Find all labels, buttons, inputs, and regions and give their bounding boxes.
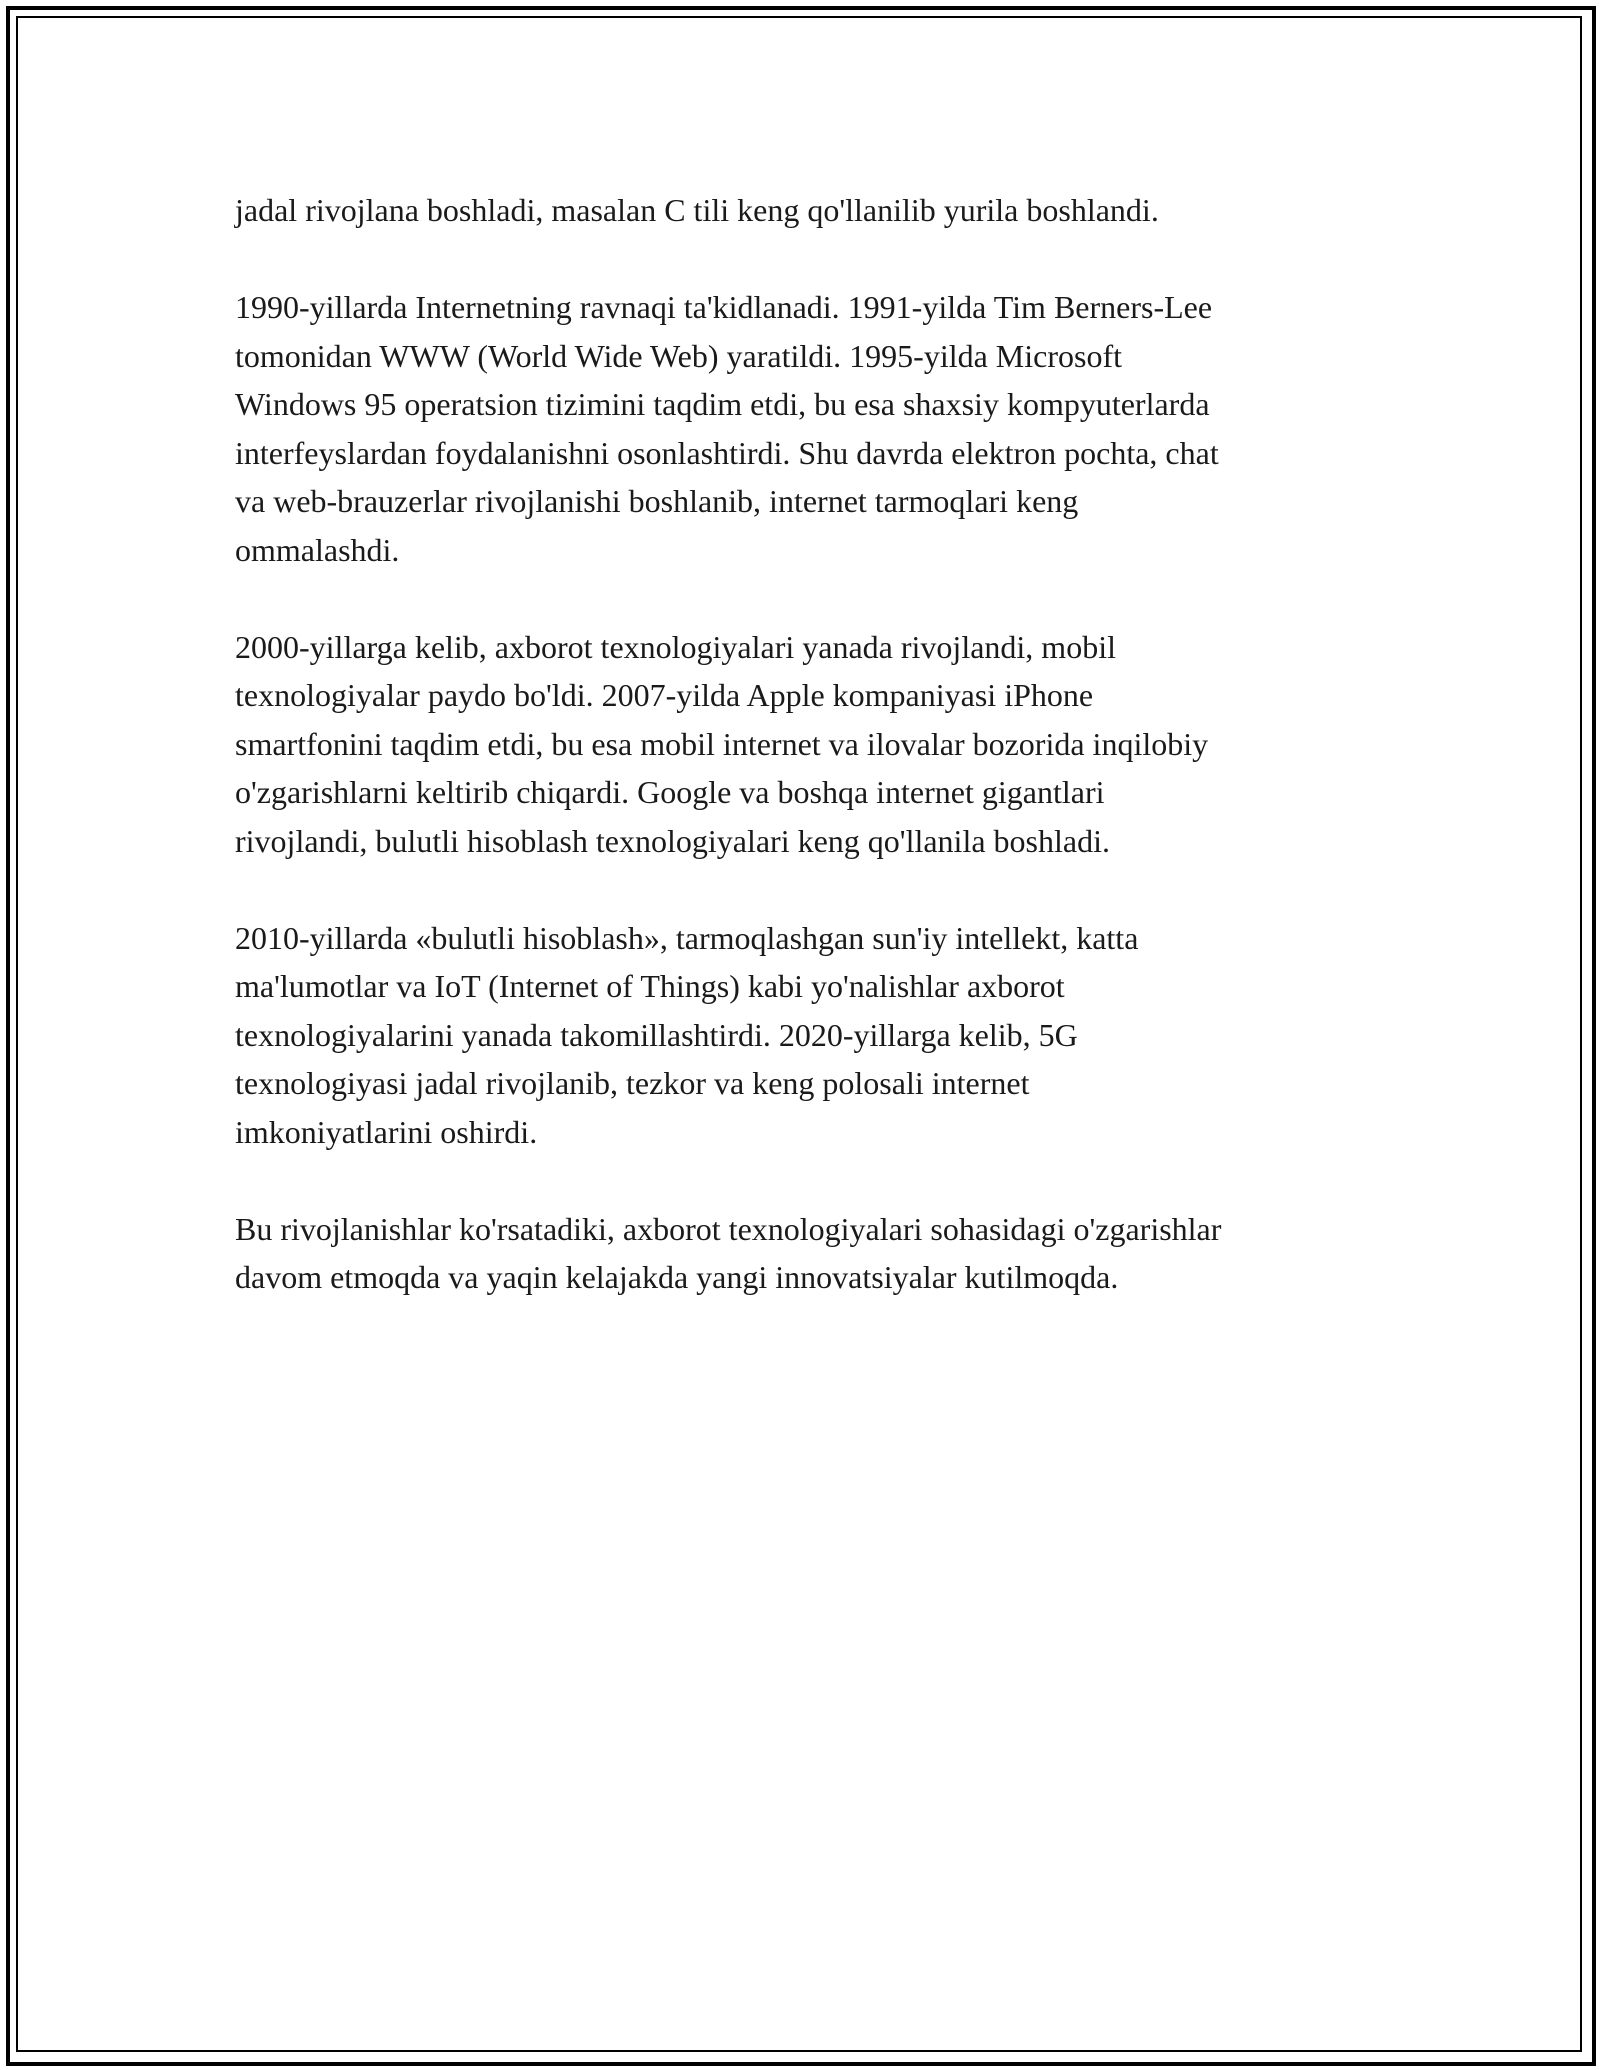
paragraph-5: Bu rivojlanishlar ko'rsatadiki, axborot texnologiyalari sohasidagi o'zgarishlar davom etmoqda va yaqin kelajakda yangi innovatsiyalar kutilmoqda.	[235, 1210, 1222, 1295]
paragraph-2: 1990-yillarda Internetning ravnaqi ta'kidlanadi. 1991-yilda Tim Berners-Lee tomonidan WWW (World Wide Web) yaratildi. 1995-yilda Microsoft Windows 95 operatsion tizimini taqdim etdi, bu esa shaxsiy kompyuterlarda interfeyslardan foydalanishni osonlashtirdi. Shu davrda elektron pochta, chat va web-brauzerlar rivojlanishi boshlanib, internet tarmoqlari keng ommalashdi.	[235, 289, 1219, 568]
document-body	[235, 186, 1385, 1350]
paragraph-3: 2000-yillarga kelib, axborot texnologiyalari yanada rivojlandi, mobil texnologiyalar paydo bo'ldi. 2007-yilda Apple kompaniyasi iPhone smartfonini taqdim etdi, bu esa mobil internet va ilovalar bozorida inqilobiy o'zgarishlarni keltirib chiqardi. Google va boshqa internet gigantlari rivojlandi, bulutli hisoblash texnologiyalari keng qo'llanila boshladi.	[235, 628, 1209, 859]
paragraph-4: 2010-yillarda «bulutli hisoblash», tarmoqlashgan sun'iy intellekt, katta ma'lumotlar va IoT (Internet of Things) kabi yo'nalishlar axborot texnologiyalarini yanada takomillashtirdi. 2020-yillarga kelib, 5G texnologiyasi jadal rivojlanib, tezkor va keng polosali internet imkoniyatlarini oshirdi.	[235, 919, 1139, 1150]
paragraph-1: jadal rivojlana boshladi, masalan C tili keng qo'llanilib yurila boshlandi.	[235, 192, 1159, 228]
